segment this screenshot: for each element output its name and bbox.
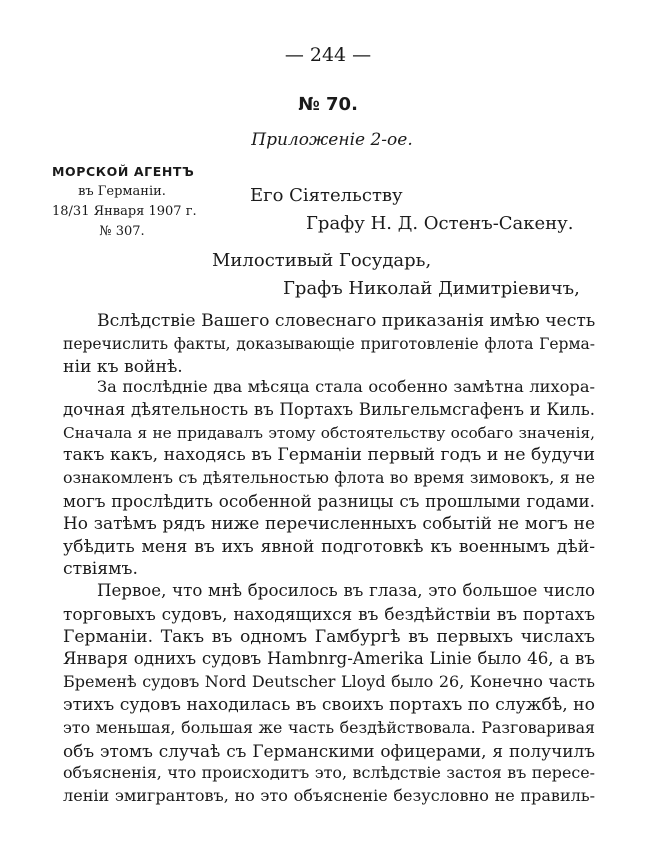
sender-block [52, 162, 197, 242]
text-line: могъ прослѣдить особенной разницы съ прошлыми годами. [63, 490, 595, 511]
text-line: ствіямъ. [63, 559, 138, 580]
addressee-line-1: Его Сіятельству [250, 185, 403, 206]
paragraph-1 [63, 310, 595, 378]
text-line: Но затѣмъ рядъ ниже перечисленныхъ событій не могъ не [63, 513, 595, 534]
text-line: Германіи. Такъ въ одномъ Гамбургѣ въ первыхъ числахъ [63, 626, 595, 647]
text-line: ніи къ войнѣ. [63, 356, 183, 377]
page-number: — 244 — [284, 44, 372, 66]
sender-location: въ Германіи. [78, 184, 166, 199]
sender-date: 18/31 Января 1907 г. [52, 204, 197, 219]
text-line: За послѣдніе два мѣсяца стала особенно замѣтна лихора- [97, 377, 595, 396]
salutation-line-1: Милостивый Государь, [212, 250, 432, 271]
sender-number: № 307. [99, 224, 145, 239]
text-line: объясненія, что происходитъ это, вслѣдствіе застоя въ пересе- [63, 763, 595, 783]
paragraph-2 [63, 376, 595, 581]
text-line: убѣдить меня въ ихъ явной подготовкѣ къ военнымъ дѣй- [63, 536, 595, 557]
text-line: ознакомленъ съ дѣятельностью флота во время зимовокъ, я не [63, 468, 595, 488]
paragraph-3 [63, 580, 595, 808]
text-line: этихъ судовъ находилась въ своихъ портахъ по службѣ, но [63, 694, 595, 715]
text-line: леніи эмигрантовъ, но это объясненіе безусловно не правиль- [63, 786, 595, 806]
text-line: дочная дѣятельность въ Портахъ Вильгельмсгафенъ и Киль. [63, 399, 595, 419]
text-line: Сначала я не придавалъ этому обстоятельству особаго значенія, [63, 423, 595, 442]
text-line: Января однихъ судовъ Hambnrg-Amerika Linie было 46, а въ [63, 649, 595, 669]
text-line: это меньшая, большая же часть бездѣйствовала. Разговаривая [63, 717, 595, 737]
text-line: перечислить факты, доказывающіе приготовленіе флота Герма- [63, 334, 595, 353]
text-line: объ этомъ случаѣ съ Германскими офицерами, я получилъ [63, 740, 595, 761]
addressee-line-2: Графу Н. Д. Остенъ-Сакену. [306, 213, 574, 234]
document-number: № 70. [298, 94, 358, 115]
appendix-label: Приложеніе 2-ое. [251, 130, 413, 150]
text-line: торговыхъ судовъ, находящихся въ бездѣйствіи въ портахъ [63, 603, 595, 624]
sender-title: МОРСКОЙ АГЕНТЪ [52, 164, 195, 179]
salutation-line-2: Графъ Николай Димитріевичъ, [283, 278, 580, 299]
text-line: Первое, что мнѣ бросилось въ глаза, это большое число [97, 581, 595, 600]
text-line: такъ какъ, находясь въ Германіи первый годъ и не будучи [63, 445, 595, 466]
text-line: Бременѣ судовъ Nord Deutscher Lloyd было 26, Конечно часть [63, 672, 595, 692]
text-line: Вслѣдствіе Вашего словеснаго приказанія имѣю честь [97, 311, 596, 331]
